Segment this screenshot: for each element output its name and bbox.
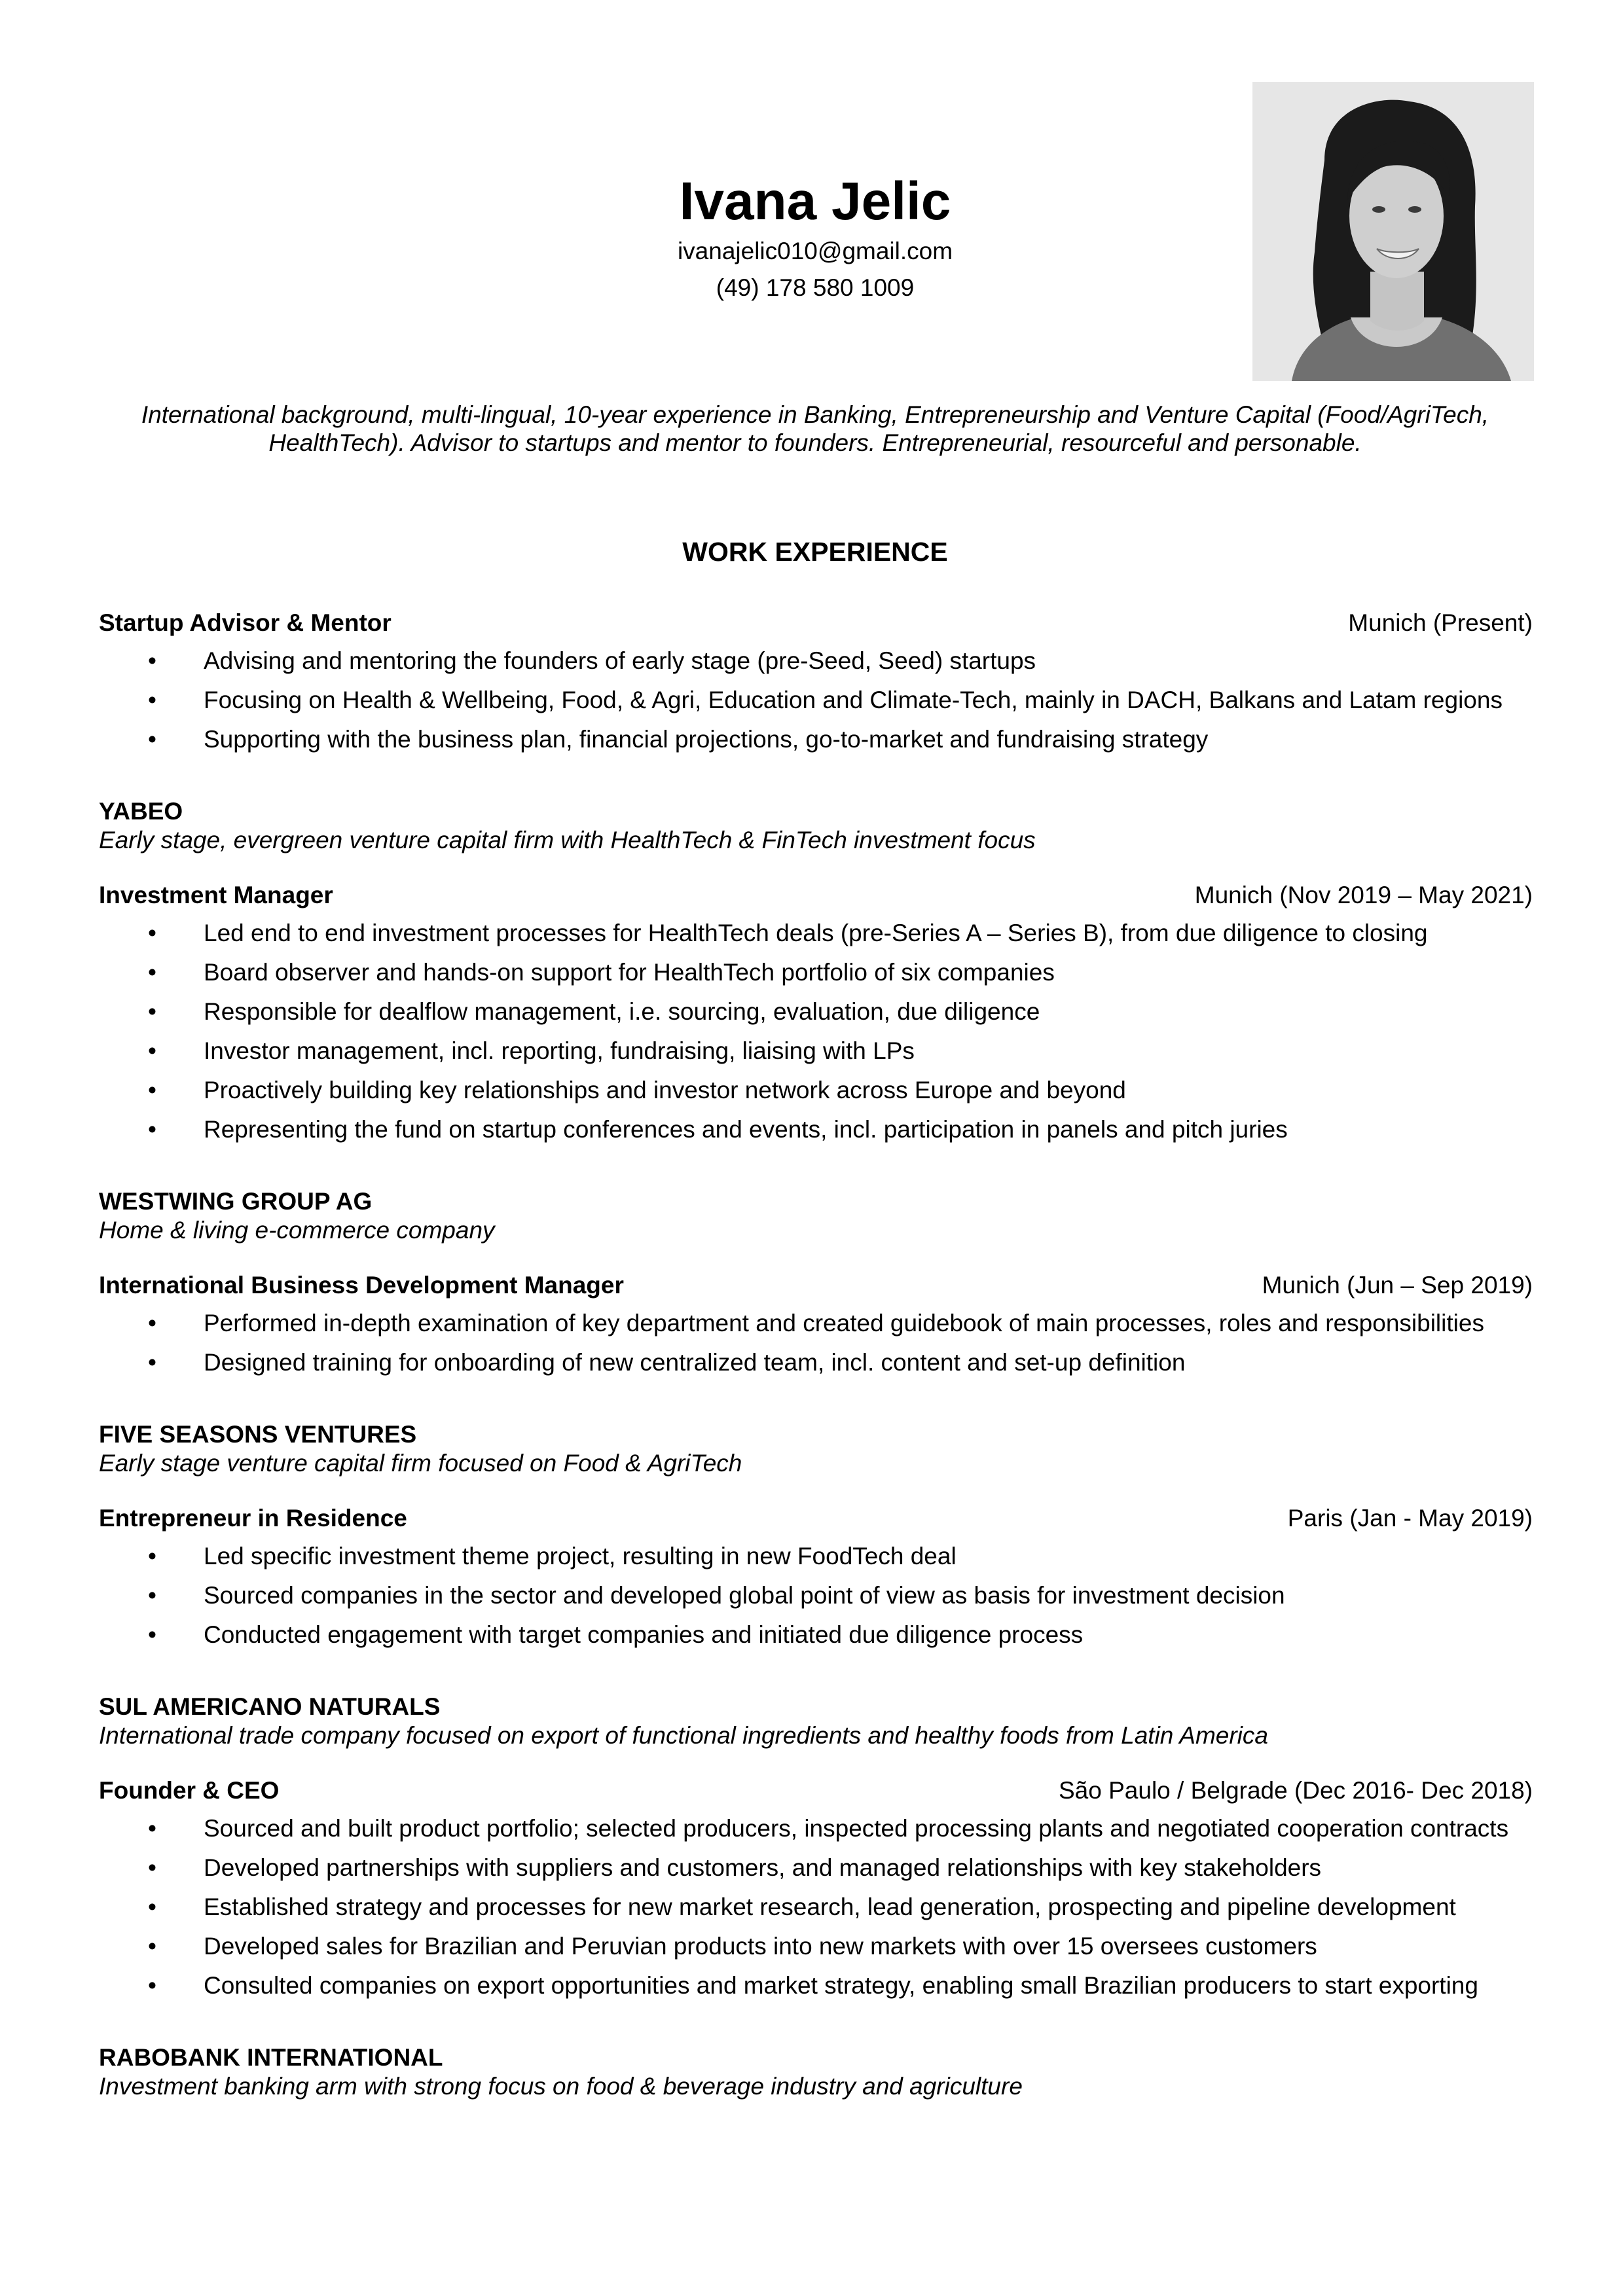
bullet-icon: • [148, 998, 156, 1025]
bullet-item [99, 1927, 1533, 1966]
company-block [99, 609, 1533, 759]
roles-list [99, 1776, 1533, 2005]
bullet-item [99, 914, 1533, 953]
bullet-text: Established strategy and processes for new market research, lead generation, prospecting and pipeline development [204, 1893, 1456, 1920]
bullet-text: Performed in-depth examination of key department and created guidebook of main processes, roles and responsibilities [204, 1310, 1484, 1336]
bullet-icon: • [148, 959, 156, 986]
role-bullets [99, 1304, 1533, 1382]
bullet-icon: • [148, 1972, 156, 1999]
bullet-icon: • [148, 920, 156, 946]
company-block [99, 1187, 1533, 1382]
role-block [99, 1776, 1533, 2005]
role-header [99, 1504, 1533, 1533]
bullet-item [99, 1537, 1533, 1576]
company-block [99, 1693, 1533, 2005]
role-title: Investment Manager [99, 882, 333, 908]
bullet-icon: • [148, 687, 156, 713]
company-description: International trade company focused on export of functional ingredients and healthy foods from Latin America [99, 1722, 1268, 1749]
bullet-text: Board observer and hands-on support for HealthTech portfolio of six companies [204, 959, 1055, 986]
company-name: YABEO [99, 798, 183, 825]
bullet-icon: • [148, 1854, 156, 1881]
role-location-dates: Munich (Jun – Sep 2019) [1262, 1272, 1533, 1299]
role-title: Startup Advisor & Mentor [99, 609, 392, 636]
bullet-text: Responsible for dealflow management, i.e. sourcing, evaluation, due diligence [204, 998, 1040, 1025]
bullet-item [99, 1576, 1533, 1615]
role-location-dates: Munich (Present) [1348, 609, 1533, 636]
role-block [99, 1504, 1533, 1655]
bullet-text: Consulted companies on export opportunities and market strategy, enabling small Brazilian producers to start exporting [204, 1972, 1478, 1999]
candidate-name: Ivana Jelic [679, 171, 951, 231]
bullet-icon: • [148, 1815, 156, 1842]
company-block [99, 1420, 1533, 1655]
bullet-icon: • [148, 1037, 156, 1064]
bullet-text: Developed partnerships with suppliers and customers, and managed relationships with key stakeholders [204, 1854, 1322, 1881]
role-title: International Business Development Manager [99, 1272, 624, 1299]
role-header [99, 1271, 1533, 1300]
section-title-work-experience: WORK EXPERIENCE [682, 537, 948, 567]
bullet-icon: • [148, 1933, 156, 1960]
role-bullets [99, 641, 1533, 759]
bullet-item [99, 992, 1533, 1031]
bullet-icon: • [148, 1077, 156, 1103]
bullet-icon: • [148, 1116, 156, 1143]
email-address: ivanajelic010@gmail.com [677, 238, 953, 264]
phone-number: (49) 178 580 1009 [716, 274, 915, 301]
company-description: Home & living e-commerce company [99, 1217, 495, 1244]
bullet-item [99, 1888, 1533, 1927]
bullet-text: Conducted engagement with target companies and initiated due diligence process [204, 1621, 1084, 1648]
role-block [99, 609, 1533, 759]
roles-list [99, 609, 1533, 759]
company-block [99, 2043, 1533, 2101]
bullet-icon: • [148, 1582, 156, 1609]
role-block [99, 881, 1533, 1149]
bullet-item [99, 720, 1533, 759]
role-header [99, 1776, 1533, 1805]
bullet-item [99, 1343, 1533, 1382]
profile-summary: International background, multi-lingual, 10-year experience in Banking, Entrepreneurship and Venture Capital (Food/AgriTech, HealthTech). Advisor to startups and mentor to founders. Entrepreneurial, resourceful and personable. [141, 401, 1489, 456]
bullet-text: Supporting with the business plan, financial projections, go-to-market and fundraising strategy [204, 726, 1209, 753]
bullet-item [99, 681, 1533, 720]
bullet-icon: • [148, 1543, 156, 1570]
bullet-text: Designed training for onboarding of new centralized team, incl. content and set-up definition [204, 1349, 1186, 1376]
bullet-icon: • [148, 1893, 156, 1920]
company-name: WESTWING GROUP AG [99, 1188, 373, 1215]
profile-photo [1252, 82, 1534, 381]
bullet-icon: • [148, 726, 156, 753]
role-header [99, 609, 1533, 637]
bullet-text: Representing the fund on startup conferences and events, incl. participation in panels and pitch juries [204, 1116, 1288, 1143]
roles-list [99, 1271, 1533, 1382]
bullet-item [99, 953, 1533, 992]
company-block [99, 797, 1533, 1149]
company-name: FIVE SEASONS VENTURES [99, 1421, 417, 1448]
bullet-text: Advising and mentoring the founders of early stage (pre-Seed, Seed) startups [204, 647, 1036, 674]
role-header [99, 881, 1533, 910]
bullet-text: Developed sales for Brazilian and Peruvian products into new markets with over 15 oversees customers [204, 1933, 1317, 1960]
bullet-item [99, 1304, 1533, 1343]
role-location-dates: São Paulo / Belgrade (Dec 2016- Dec 2018) [1059, 1777, 1533, 1804]
role-location-dates: Paris (Jan - May 2019) [1287, 1505, 1533, 1532]
bullet-item [99, 1809, 1533, 1848]
role-bullets [99, 1809, 1533, 2005]
bullet-item [99, 1031, 1533, 1071]
bullet-text: Sourced companies in the sector and developed global point of view as basis for investment decision [204, 1582, 1285, 1609]
role-bullets [99, 1537, 1533, 1655]
bullet-text: Led specific investment theme project, resulting in new FoodTech deal [204, 1543, 957, 1570]
role-title: Entrepreneur in Residence [99, 1505, 407, 1532]
bullet-item [99, 641, 1533, 681]
bullet-text: Proactively building key relationships and investor network across Europe and beyond [204, 1077, 1126, 1103]
bullet-icon: • [148, 1349, 156, 1376]
company-description: Investment banking arm with strong focus on food & beverage industry and agriculture [99, 2073, 1023, 2100]
role-title: Founder & CEO [99, 1777, 280, 1804]
bullet-item [99, 1966, 1533, 2005]
company-description: Early stage venture capital firm focused on Food & AgriTech [99, 1450, 742, 1477]
company-description: Early stage, evergreen venture capital firm with HealthTech & FinTech investment focus [99, 827, 1036, 853]
bullet-text: Investor management, incl. reporting, fundraising, liaising with LPs [204, 1037, 915, 1064]
roles-list [99, 1504, 1533, 1655]
company-name: RABOBANK INTERNATIONAL [99, 2044, 443, 2071]
role-bullets [99, 914, 1533, 1149]
role-location-dates: Munich (Nov 2019 – May 2021) [1194, 882, 1533, 908]
bullet-text: Focusing on Health & Wellbeing, Food, & Agri, Education and Climate-Tech, mainly in DACH, Balkans and Latam regions [204, 687, 1503, 713]
bullet-icon: • [148, 1621, 156, 1648]
roles-list [99, 881, 1533, 1149]
bullet-text: Led end to end investment processes for HealthTech deals (pre-Series A – Series B), from due diligence to closing [204, 920, 1428, 946]
bullet-item [99, 1848, 1533, 1888]
company-name: SUL AMERICANO NATURALS [99, 1693, 441, 1720]
bullet-item [99, 1071, 1533, 1110]
bullet-item [99, 1110, 1533, 1149]
bullet-text: Sourced and built product portfolio; selected producers, inspected processing plants and negotiated cooperation contracts [204, 1815, 1509, 1842]
bullet-icon: • [148, 647, 156, 674]
role-block [99, 1271, 1533, 1382]
bullet-icon: • [148, 1310, 156, 1336]
bullet-item [99, 1615, 1533, 1655]
work-experience-list [99, 609, 1533, 2101]
